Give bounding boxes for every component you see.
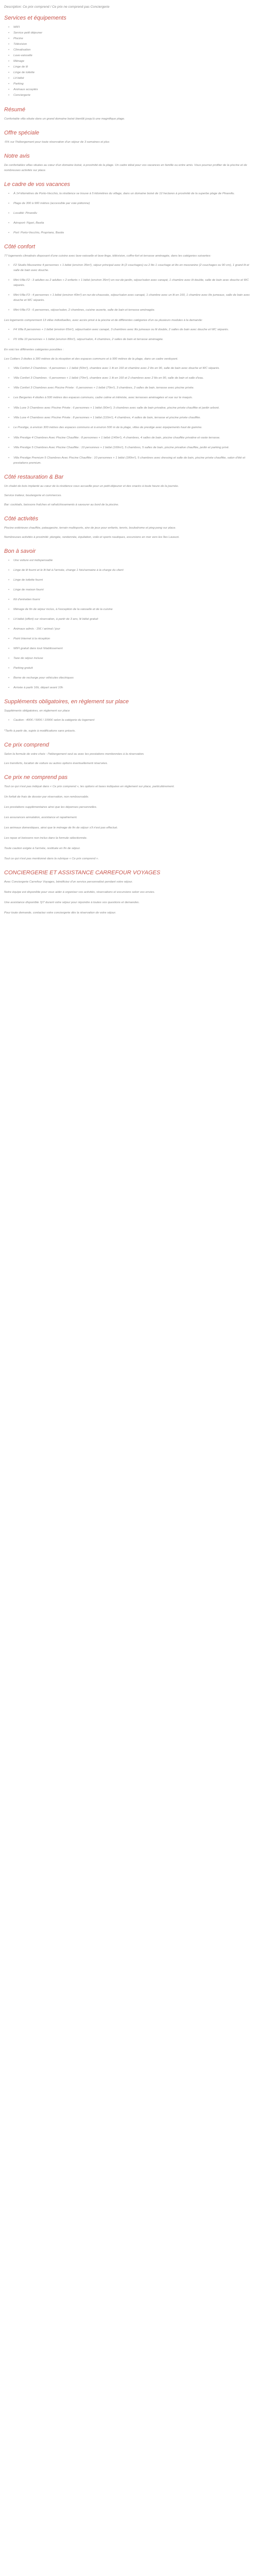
list-item: • Arrivée à partir 16h, départ avant 10h xyxy=(8,685,254,690)
list-item: • Point Internet à la réception xyxy=(8,636,254,641)
supplements-text-1: Suppléments obligatoires, en règlement sur place xyxy=(4,709,70,713)
section-title-ne-comprend: Ce prix ne comprend pas xyxy=(4,774,68,781)
conciergerie-block xyxy=(4,879,254,916)
supplements-note: *Tarifs à partir de, sujets à modifications sans préavis. xyxy=(4,730,76,733)
confort-list-3 xyxy=(4,366,254,400)
conciergerie-text: Pour toute demande, contactez votre conciergerie dès la réservation de votre séjour. xyxy=(4,911,116,914)
list-item: • Linge de toilette xyxy=(8,70,254,76)
notre-avis-text: De confortables villas situées au cœur d'un domaine boisé, à proximité de la plage. Un cadre idéal pour vos vacances en famille ou entre amis. Vous pourrez profiter de la piscine et de nombreuses activités sur place. xyxy=(4,164,247,172)
ne-comprend-block xyxy=(4,784,254,861)
list-item: • Villa Prestige 5 Chambres Avec Piscine Chauffée : 10 personnes + 1 bébé (160m²), 5 chambres, 5 salles de bain, piscine privative chauffée, jardin et parking privé. xyxy=(8,445,254,450)
list-item: • À 14 kilomètres de Porto-Vecchio, la résidence se trouve à 5 kilomètres du village, dans un domaine boisé de 12 hectares à proximité de la superbe plage de Pinarellu. xyxy=(8,191,254,196)
list-item: • Parking gratuit xyxy=(8,666,254,671)
list-item: • Une voiture est indispensable xyxy=(8,558,254,563)
ne-comprend-text: Toute caution exigée à l'arrivée, restituée en fin de séjour. xyxy=(4,847,80,850)
section-title-supplements: Suppléments obligatoires, en règlement sur place xyxy=(4,699,129,705)
list-item: • Linge de maison fourni xyxy=(8,587,254,592)
confort-list-4 xyxy=(4,405,254,430)
conciergerie-text: Notre équipe est disponible pour vous aider à organiser vos activités, réservations et excursions selon vos envies. xyxy=(4,891,155,894)
list-item: • Télévision xyxy=(8,42,254,47)
list-item: • Linge de lit xyxy=(8,64,254,70)
section-title-comprend: Ce prix comprend xyxy=(4,742,49,748)
list-item: • Caution : 400€ / 500€ / 1000€ selon la catégorie du logement xyxy=(8,718,254,723)
list-item: • Piscine xyxy=(8,36,254,42)
list-item: • WIFI gratuit dans tout l'établissement xyxy=(8,646,254,651)
confort-list-2 xyxy=(4,327,254,342)
list-item: • Conciergerie xyxy=(8,93,254,98)
restauration-text-2: Service traiteur, boulangerie et commerces. xyxy=(4,494,62,497)
list-item: • Lit bébé (offert) sur réservation, à partir de 3 ans, lit bébé gratuit xyxy=(8,617,254,622)
confort-list xyxy=(4,263,254,313)
list-item: • F2 Studio Mezzanine 4 personnes + 1 bébé (environ 35m²), séjour principal avec lit (2 couchages) ou 2 lits 1 couchage et lits en mezzanine (2 couchages ou 90 cm), 1 grand lit et salle de bain avec douche. xyxy=(8,263,254,273)
ne-comprend-text: Un forfait de frais de dossier par réservation, non remboursable. xyxy=(4,795,89,799)
list-item: • Le Prestige, à environ 300 mètres des espaces communs et à environ 500 m de la plage, villas de prestige avec équipements haut de gamme. xyxy=(8,425,254,430)
confort-text-2: En voici les différentes catégories possibles : xyxy=(4,348,64,351)
list-item: • Les Bergeries 4 étoiles à 500 mètres des espaces communs, cadre calme et intimiste, avec terrasses aménagées et vue sur le maquis. xyxy=(8,395,254,400)
list-item: • Taxe de séjour incluse xyxy=(8,656,254,661)
list-item: • Lit bébé xyxy=(8,76,254,81)
list-item: • Plage de 300 à 900 mètres (accessible par voie piétonne) xyxy=(8,201,254,206)
list-item: • WIFI xyxy=(8,25,254,30)
confort-list-5 xyxy=(4,435,254,450)
section-title-activites: Côté activités xyxy=(4,516,39,522)
ne-comprend-text: Les prestations supplémentaires ainsi que les dépenses personnelles. xyxy=(4,806,98,809)
section-title-services: Services et équipements xyxy=(4,15,67,21)
list-item: • Animaux acceptés xyxy=(8,87,254,93)
comprend-text-1: Selon la formule de votre choix : l'hébergement seul ou avec les prestations mentionnées à la réservation. xyxy=(4,753,144,756)
list-item: • Villa Prestige 4 Chambres Avec Piscine Chauffée : 8 personnes + 1 bébé (140m²), 4 chambres, 4 salles de bain, piscine chauffée privative et vaste terrasse. xyxy=(8,435,254,440)
conciergerie-text: Une assistance disponible 7j/7 durant votre séjour pour répondre à toutes vos questions et demandes. xyxy=(4,901,140,904)
list-item: • Aéroport: Figari, Bastia xyxy=(8,221,254,226)
ne-comprend-text: Les animaux domestiques, ainsi que le ménage de fin de séjour s'il n'est pas effectué. xyxy=(4,826,118,829)
list-item: • Villa Confort 2 Chambres : 4 personnes + 1 bébé (50m²), chambre avec 1 lit en 160 et chambre avec 2 lits en 90, salle de bain avec douche et WC séparés. xyxy=(8,366,254,371)
list-item: • Animaux admis : 15€ / animal / jour xyxy=(8,626,254,632)
list-item: • Climatisation xyxy=(8,47,254,53)
section-title-cadre: Le cadre de vos vacances xyxy=(4,181,70,188)
ne-comprend-text: Tout ce qui n'est pas mentionné dans la rubrique « Ce prix comprend ». xyxy=(4,857,99,860)
confort-text-3: Les Cottiers 3 étoiles à 300 mètres de la réception et des espaces communs et à 900 mètres de la plage, dans un cadre verdoyant. xyxy=(4,358,179,361)
list-item: • F5 Villa 10 personnes + 1 bébé (environ 80m²), séjour/salon, 4 chambres, 2 salles de bain et terrasse aménagée. xyxy=(8,337,254,342)
section-title-confort: Côté confort xyxy=(4,244,35,250)
list-item: • Villa Confort 3 Chambres avec Piscine Privée : 6 personnes + 1 bébé (70m²), 3 chambres, 2 salles de bain, terrasse avec piscine privée. xyxy=(8,385,254,391)
list-item: • Villa Luxe 4 Chambres avec Piscine Privée : 8 personnes + 1 bébé (110m²), 4 chambres, 4 salles de bain, terrasse et piscine privée chauffée. xyxy=(8,415,254,420)
section-title-notre-avis: Notre avis xyxy=(4,153,30,159)
services-list xyxy=(4,25,254,98)
list-item: • Service petit déjeuner xyxy=(8,30,254,36)
section-title-bon-a-savoir: Bon à savoir xyxy=(4,548,36,554)
list-item: • Borne de recharge pour véhicules électriques xyxy=(8,675,254,681)
list-item: • Localité: Pinarellu xyxy=(8,211,254,216)
comprend-text-2: Les transferts, location de voiture ou autres options éventuellement réservées. xyxy=(4,762,108,765)
intro-text: Description: Ce prix comprend / Ce prix ne comprend pas Conciergerie xyxy=(4,5,110,9)
section-title-offre: Offre spéciale xyxy=(4,130,39,136)
activites-text-1: Piscine extérieure chauffée, pataugeoire, terrain multisports, aire de jeux pour enfants, tennis, boulodrome et ping-pong sur place. xyxy=(4,527,176,530)
list-item: • Villa Luxe 3 Chambres avec Piscine Privée : 6 personnes + 1 bébé (90m²), 3 chambres avec salle de bain privative, piscine privée chauffée et jardin arboré. xyxy=(8,405,254,411)
section-title-restauration: Côté restauration & Bar xyxy=(4,474,63,480)
ne-comprend-text: Tout ce qui n'est pas indiqué dans « Ce prix comprend », les options et taxes indiquées en règlement sur place, particulièrement. xyxy=(4,785,175,788)
list-item: • Linge de toilette fourni xyxy=(8,578,254,583)
supplements-list xyxy=(4,718,254,723)
list-item: • Parking xyxy=(8,81,254,87)
confort-list-6 xyxy=(4,455,254,466)
resume-text: Confortable villa située dans un grand domaine boisé bientôt jusqu'à une magnifique plage. xyxy=(4,117,125,121)
bon-a-savoir-list xyxy=(4,558,254,690)
list-item: • F4 Villa 8 personnes + 1 bébé (environ 65m²), séjour/salon avec canapé, 3 chambres avec lits jumeaux ou lit double, 2 salles de bain avec douche et WC séparés. xyxy=(8,327,254,332)
confort-text-1: Les logements comprennent 13 villas individuelles, avec accès privé à la piscine et de différentes catégories d'un ou plusieurs modules à la demande: xyxy=(4,319,203,322)
section-title-conciergerie: CONCIERGERIE ET ASSISTANCE CARREFOUR VOYAGES xyxy=(4,870,160,876)
activites-text-2: Nombreuses activités à proximité: plongée, randonnée, équitation, voile et sports nautiques, excursions en mer vers les îles Lavezzi. xyxy=(4,536,180,539)
confort-intro: 77 logements climatisés disposant d'une cuisine avec lave-vaisselle et lave-linge, télévision, coffre-fort et terrasse aménagée, dans les catégories suivantes: xyxy=(4,255,211,258)
list-item: • Mini-Villa F3 - 6 personnes, séjour/salon, 2 chambres, cuisine ouverte, salle de bain et terrasse aménagée. xyxy=(8,308,254,313)
list-item: • Lave-vaisselle xyxy=(8,53,254,59)
content xyxy=(0,0,258,916)
ne-comprend-text: Les assurances annulation, assistance et rapatriement. xyxy=(4,816,77,819)
list-item: • Villa Confort 3 Chambres : 6 personnes + 1 bébé (70m²), chambre avec 1 lit en 160 et 2 chambres avec 2 lits en 90, salle de bain et salle d'eau. xyxy=(8,376,254,381)
list-item: • Ménage de fin de séjour inclus, à l'exception de la vaisselle et de la cuisine xyxy=(8,607,254,612)
section-title-resume: Résumé xyxy=(4,107,25,113)
list-item: • Villa Prestige Premium 5 Chambres Avec Piscine Chauffée : 10 personnes + 1 bébé (180m²), 5 chambres avec dressing et salle de bain, piscine privée chauffée, salon d'été et prestations premium. xyxy=(8,455,254,466)
list-item: • Ménage xyxy=(8,59,254,64)
conciergerie-text: Avec Conciergerie Carrefour Voyages, bénéficiez d'un service personnalisé pendant votre séjour. xyxy=(4,880,133,884)
cadre-list xyxy=(4,191,254,235)
list-item: • Port: Porto-Vecchio, Propriano, Bastia xyxy=(8,230,254,235)
restauration-text-1: Un chalet de bois implanté au cœur de la résidence vous accueille pour un petit-déjeuner et des snacks à toute heure de la journée. xyxy=(4,485,179,488)
list-item: • Linge de lit fourni et le lit fait à l'arrivée, change 1 fois/semaine à la charge du client xyxy=(8,568,254,573)
restauration-text-3: Bar: cocktails, boissons fraîches et rafraîchissements à savourer au bord de la piscine. xyxy=(4,503,119,506)
list-item: • Mini-Villa F2 - 3 adultes ou 2 adultes + 2 enfants + 1 bébé (environ 35m²) en rez-de-jardin, séjour/salon avec canapé, 1 chambre avec lit double, salle de bain avec douche et WC séparés. xyxy=(8,278,254,288)
list-item: • Mini-Villa F3 - 4 personnes + 1 bébé (environ 40m²) en rez-de-chaussée, séjour/salon avec canapé, 1 chambre avec un lit en 160, 1 chambre avec lits jumeaux, salle de bain avec douche et WC séparés. xyxy=(8,293,254,303)
list-item: • Kit d'entretien fourni xyxy=(8,597,254,602)
ne-comprend-text: Les repas et boissons non inclus dans la formule sélectionnée. xyxy=(4,837,88,840)
offre-text: -5% sur l'hébergement pour toute réservation d'un séjour de 3 semaines et plus xyxy=(4,141,109,144)
